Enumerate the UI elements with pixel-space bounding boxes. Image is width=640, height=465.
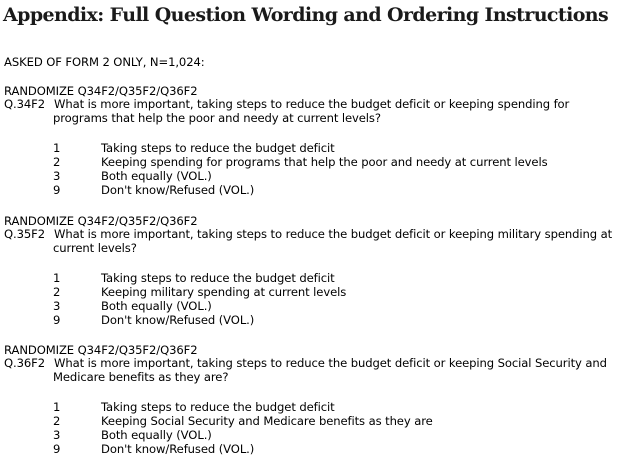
option-text: Taking steps to reduce the budget deficit: [101, 141, 335, 155]
question-text-line1: What is more important, taking steps to reduce the budget deficit or keeping Social Security and: [54, 356, 607, 370]
option-text: Don't know/Refused (VOL.): [101, 183, 255, 197]
option-text: Keeping military spending at current levels: [101, 285, 347, 299]
option-code: 9: [53, 442, 61, 456]
randomize-instruction: RANDOMIZE Q34F2/Q35F2/Q36F2: [4, 214, 198, 228]
randomize-instruction: RANDOMIZE Q34F2/Q35F2/Q36F2: [4, 84, 198, 98]
option-code: 3: [53, 169, 61, 183]
form-note: ASKED OF FORM 2 ONLY, N=1,024:: [4, 55, 205, 69]
question-text-line2: Medicare benefits as they are?: [53, 370, 229, 384]
randomize-instruction: RANDOMIZE Q34F2/Q35F2/Q36F2: [4, 343, 198, 357]
question-id: Q.34F2: [4, 97, 46, 111]
option-text: Don't know/Refused (VOL.): [101, 313, 255, 327]
option-code: 9: [53, 313, 61, 327]
option-code: 1: [53, 141, 61, 155]
option-code: 3: [53, 428, 61, 442]
option-text: Taking steps to reduce the budget deficit: [101, 271, 335, 285]
option-text: Don't know/Refused (VOL.): [101, 442, 255, 456]
option-code: 2: [53, 155, 61, 169]
option-text: Keeping spending for programs that help the poor and needy at current levels: [101, 155, 548, 169]
question-id: Q.36F2: [4, 356, 46, 370]
question-text-line2: programs that help the poor and needy at current levels?: [53, 111, 381, 125]
question-text-line2: current levels?: [53, 241, 137, 255]
option-code: 2: [53, 285, 61, 299]
question-id: Q.35F2: [4, 227, 46, 241]
question-text-line1: What is more important, taking steps to reduce the budget deficit or keeping military spending at: [54, 227, 613, 241]
option-text: Both equally (VOL.): [101, 299, 212, 313]
option-text: Both equally (VOL.): [101, 169, 212, 183]
option-code: 1: [53, 271, 61, 285]
option-text: Taking steps to reduce the budget deficit: [101, 400, 335, 414]
option-code: 2: [53, 414, 61, 428]
page-title: Appendix: Full Question Wording and Ordering Instructions: [3, 4, 609, 26]
option-code: 3: [53, 299, 61, 313]
option-code: 1: [53, 400, 61, 414]
option-text: Keeping Social Security and Medicare benefits as they are: [101, 414, 433, 428]
question-text-line1: What is more important, taking steps to reduce the budget deficit or keeping spending for: [54, 97, 570, 111]
option-text: Both equally (VOL.): [101, 428, 212, 442]
option-code: 9: [53, 183, 61, 197]
